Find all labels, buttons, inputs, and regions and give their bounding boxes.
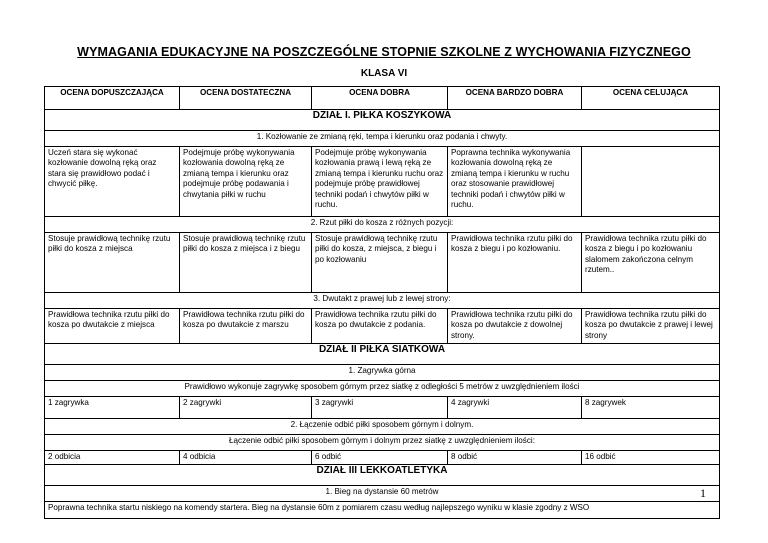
header-cell: OCENA DOBRA	[312, 87, 448, 110]
table-cell: 8 odbić	[448, 451, 582, 465]
header-cell: OCENA DOPUSZCZAJĄCA	[45, 87, 180, 110]
table-row	[45, 147, 720, 217]
table-cell: 2 odbicia	[45, 451, 180, 465]
header-cell: OCENA BARDZO DOBRA	[448, 87, 582, 110]
table-cell: Prawidłowa technika rzutu piłki do kosza po dwutakcie z miejsca	[45, 309, 180, 344]
table-row	[45, 451, 720, 465]
requirements-table	[44, 86, 720, 519]
table-row	[45, 233, 720, 293]
section-item: 1. Kozłowanie ze zmianą ręki, tempa i kierunku oraz podania i chwyty.	[45, 131, 720, 147]
section-item: 3. Dwutakt z prawej lub z lewej strony:	[45, 293, 720, 309]
table-cell: Prawidłowa technika rzutu piłki do kosza po dwutakcie z prawej i lewej strony	[582, 309, 720, 344]
table-cell: Prawidłowa technika rzutu piłki do kosza po dwutakcie z dowolnej strony.	[448, 309, 582, 344]
section-title-volleyball: DZIAŁ II PIŁKA SIATKOWA	[45, 344, 720, 365]
section-item: 1. Zagrywka górna	[45, 365, 720, 381]
table-cell: 3 zagrywki	[312, 397, 448, 419]
table-cell: Prawidłowa technika rzutu piłki do kosza po dwutakcie z podania.	[312, 309, 448, 344]
section-item: 1. Bieg na dystansie 60 metrów	[45, 486, 720, 502]
section-item: 2. Rzut piłki do kosza z różnych pozycji:	[45, 217, 720, 233]
section-note: Łączenie odbić piłki sposobem górnym i dolnym przez siatkę z uwzględnieniem ilości:	[45, 435, 720, 451]
header-cell: OCENA CELUJĄCA	[582, 87, 720, 110]
table-cell: 8 zagrywek	[582, 397, 720, 419]
table-cell: 4 odbicia	[180, 451, 312, 465]
document-title: WYMAGANIA EDUKACYJNE NA POSZCZEGÓLNE STOPNIE SZKOLNE Z WYCHOWANIA FIZYCZNEGO	[77, 45, 691, 59]
table-cell: Uczeń stara się wykonać kozłowanie dowolną ręką oraz stara się prawidłowo podać i chwycić piłkę.	[45, 147, 180, 217]
section-title-athletics: DZIAŁ III LEKKOATLETYKA	[45, 465, 720, 486]
header-cell: OCENA DOSTATECZNA	[180, 87, 312, 110]
page-number: 1	[700, 486, 706, 500]
section-note: Poprawna technika startu niskiego na komendy startera. Bieg na dystansie 60m z pomiarem czasu według najlepszego wyniku w klasie zgodny z WSO	[45, 502, 720, 519]
table-row	[45, 309, 720, 344]
class-label: KLASA VI	[360, 68, 408, 79]
table-cell: Stosuje prawidłową technikę rzutu piłki do kosza z miejsca	[45, 233, 180, 293]
section-title-basketball: DZIAŁ I. PIŁKA KOSZYKOWA	[45, 110, 720, 131]
table-cell: 16 odbić	[582, 451, 720, 465]
header-row	[45, 87, 720, 110]
section-note: Prawidłowo wykonuje zagrywkę sposobem górnym przez siatkę z odległości 5 metrów z uwzględnieniem ilości	[45, 381, 720, 397]
table-cell: Poprawna technika wykonywania kozłowania dowolną ręką ze zmianą tempa i kierunku w ruchu oraz stosowanie prawidłowej techniki podań i chwytów piłki w ruchu.	[448, 147, 582, 217]
table-cell: Prawidłowa technika rzutu piłki do kosza po dwutakcie z marszu	[180, 309, 312, 344]
table-cell: Prawidłowa technika rzutu piłki do kosza z biegu i po kozłowaniu slalomem zakończona celnym rzutem..	[582, 233, 720, 293]
table-cell: 6 odbić	[312, 451, 448, 465]
table-cell: Podejmuje próbę wykonywania kozłowania prawą i lewą ręką ze zmianą tempa i kierunku ruchu oraz podejmuje próbę prawidłowej techniki podań i chwytów piłki w ruchu.	[312, 147, 448, 217]
table-cell	[582, 147, 720, 217]
table-cell: Stosuje prawidłową technikę rzutu piłki do kosza z miejsca i z biegu	[180, 233, 312, 293]
table-cell: 2 zagrywki	[180, 397, 312, 419]
table-cell: Stosuje prawidłową technikę rzutu piłki do kosza, z miejsca, z biegu i po kozłowaniu	[312, 233, 448, 293]
table-cell: 4 zagrywki	[448, 397, 582, 419]
table-row	[45, 397, 720, 419]
table-cell: Prawidłowa technika rzutu piłki do kosza z biegu i po kozłowaniu.	[448, 233, 582, 293]
table-cell: Podejmuje próbę wykonywania kozłowania dowolną ręką ze zmianą tempa i kierunku oraz podejmuje próbę podawania i chwytania piłki w ruchu	[180, 147, 312, 217]
table-cell: 1 zagrywka	[45, 397, 180, 419]
section-item: 2. Łączenie odbić piłki sposobem górnym i dolnym.	[45, 419, 720, 435]
